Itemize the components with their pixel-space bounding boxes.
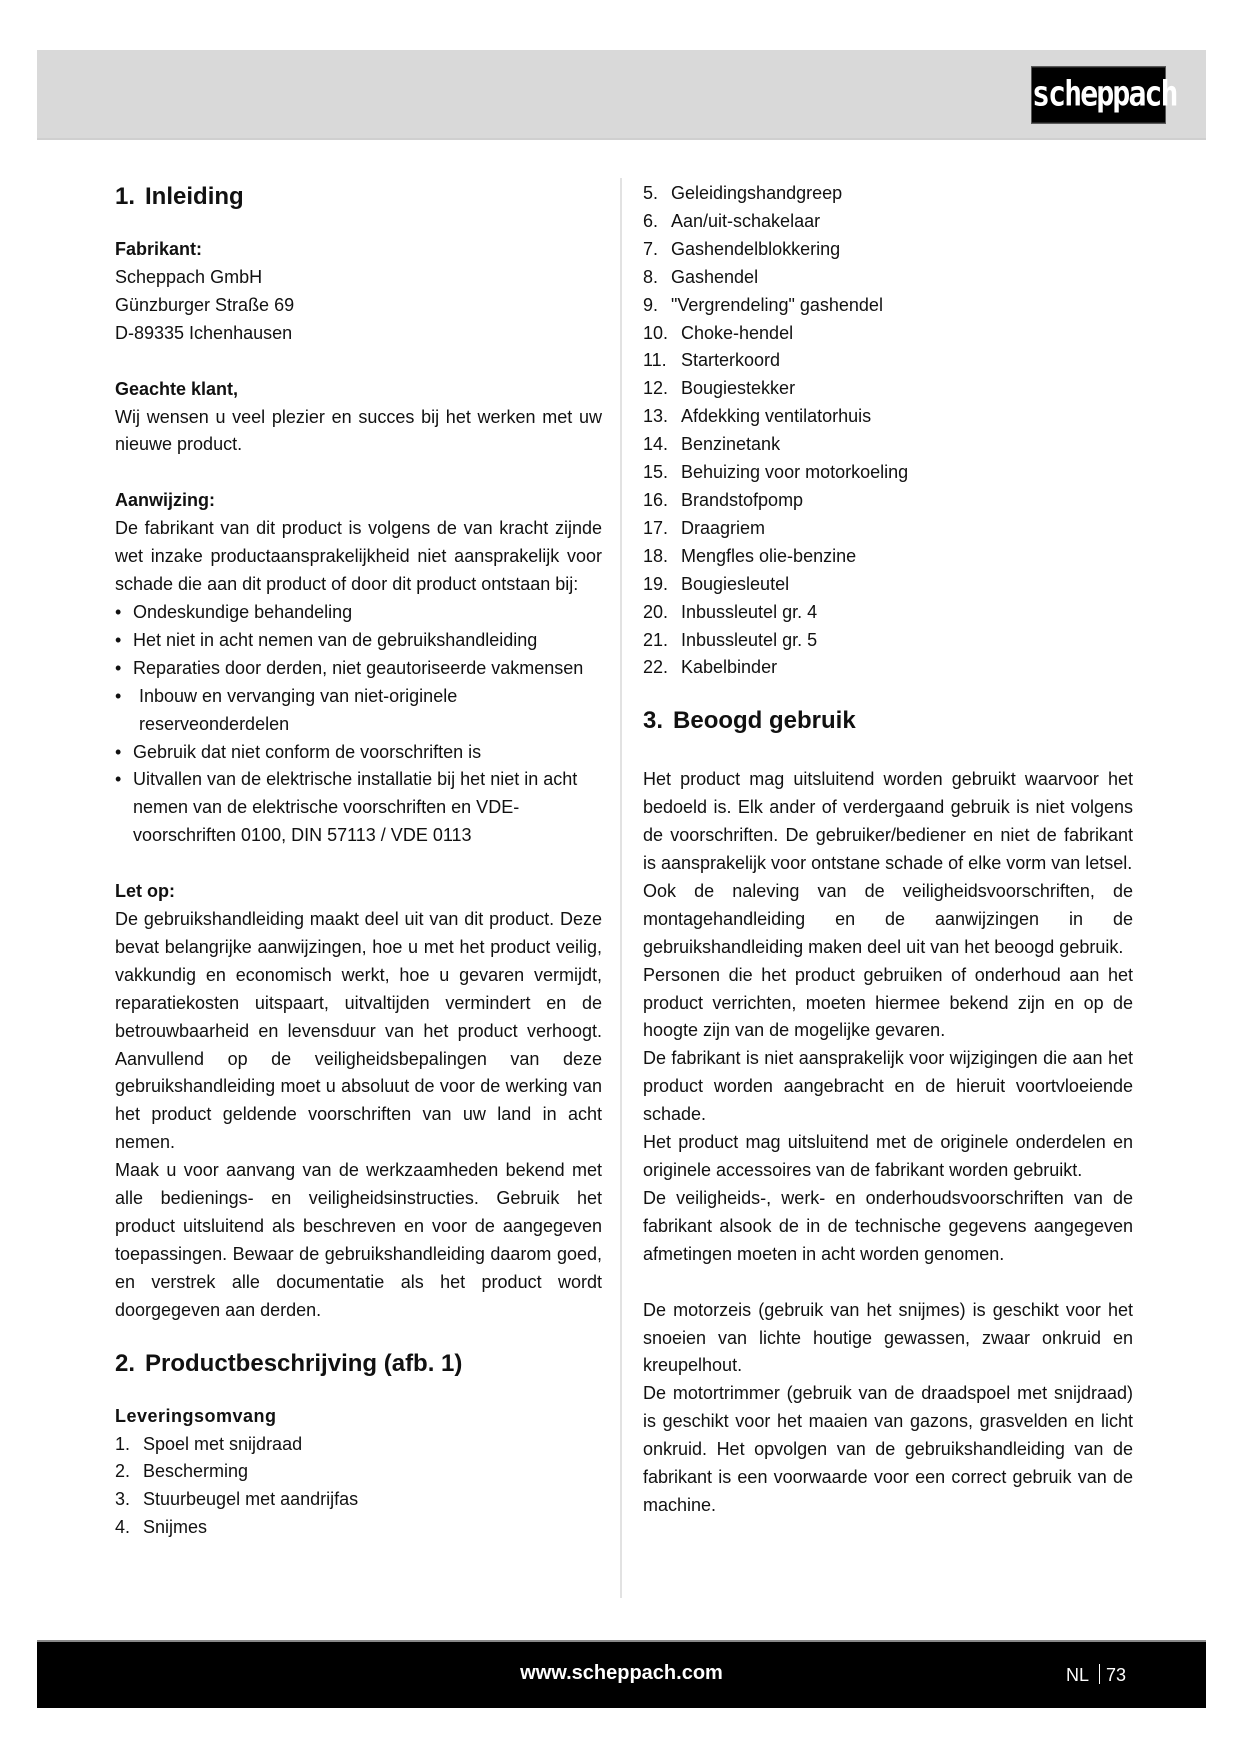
list-item: 15. Behuizing voor motorkoeling (643, 462, 909, 483)
page-indicator (1066, 1664, 1126, 1686)
list-item: • Gebruik dat niet conform de voorschriften is (115, 739, 602, 767)
left-column (115, 180, 602, 1542)
list-item: • Het niet in acht nemen van de gebruikshandleiding (115, 627, 602, 655)
scheppach-logo: scheppach (1031, 66, 1166, 124)
section-1-heading: 1. Inleiding (115, 183, 244, 210)
list-item: 6. Aan/uit-schakelaar (643, 210, 821, 231)
right-column (643, 180, 1133, 1520)
list-item: 1. Spoel met snijdraad (115, 1433, 303, 1454)
list-item: 19. Bougiesleutel (643, 573, 790, 594)
delivery-scope-label: Leveringsomvang (115, 1405, 277, 1426)
list-item: 13. Afdekking ventilatorhuis (643, 406, 872, 427)
manufacturer-name: Scheppach GmbH (115, 266, 263, 287)
delivery-scope-list (115, 1431, 602, 1543)
list-item: 21. Inbussleutel gr. 5 (643, 629, 818, 650)
list-item: 10. Choke-hendel (643, 322, 794, 343)
list-item: 11. Starterkoord (643, 350, 781, 371)
list-item: 7. Gashendelblokkering (643, 238, 841, 259)
section-3-heading: 3. Beoogd gebruik (643, 707, 856, 735)
list-item: 22. Kabelbinder (643, 657, 778, 678)
intended-use-paragraph: Het product mag uitsluitend met de originele onderdelen en originele accessoires van de fabrikant worden gebruikt. (643, 1132, 1133, 1180)
caution-text-2: Maak u voor aanvang van de werkzaamheden bekend met alle bedienings- en veiligheidsinstructies. Gebruik het product uitsluitend als beschreven en voor de aangegeven toepassingen. Bewaar de gebruikshandleiding daarom goed, en verstrek alle documentatie als het product wordt doorgegeven aan derden. (115, 1160, 602, 1320)
intended-use-paragraph: De veiligheids-, werk- en onderhoudsvoorschriften van de fabrikant alsook de in de technische gegevens aangegeven afmetingen moeten in acht worden genomen. (643, 1187, 1133, 1264)
note-label: Aanwijzing: (115, 490, 215, 511)
parts-list (643, 180, 1133, 682)
page-footer (37, 1640, 1206, 1708)
section-2-heading: 2. Productbeschrijving (afb. 1) (115, 1349, 463, 1377)
separator (1099, 1664, 1100, 1684)
list-item: 8. Gashendel (643, 266, 759, 287)
page-number: 73 (1105, 1665, 1126, 1685)
list-item: 20. Inbussleutel gr. 4 (643, 601, 818, 622)
intended-use-paragraph: De fabrikant is niet aansprakelijk voor wijzigingen die aan het product worden aangebracht en de hieruit voortvloeiende schade. (643, 1048, 1133, 1125)
list-item: 18. Mengfles olie-benzine (643, 545, 857, 566)
column-divider (620, 178, 622, 1598)
list-item: • Ondeskundige behandeling (115, 599, 602, 627)
list-item: 16. Brandstofpomp (643, 489, 804, 510)
liability-exclusions-list (115, 599, 602, 850)
list-item: • Reparaties door derden, niet geautoriseerde vakmensen (115, 655, 602, 683)
greeting-text: Wij wensen u veel plezier en succes bij het werken met uw nieuwe product. (115, 406, 602, 455)
intended-use-paragraph: De motortrimmer (gebruik van de draadspoel met snijdraad) is geschikt voor het maaien van gazons, grasvelden en licht onkruid. Het opvolgen van de gebruikshandleiding van de fabrikant is een voorwaarde voor een correct gebruik van de machine. (643, 1383, 1133, 1515)
note-text: De fabrikant van dit product is volgens de van kracht zijnde wet inzake productaansprakelijkheid niet aansprakelijk voor schade die aan dit product of door dit product ontstaan bij: (115, 518, 602, 595)
website-link[interactable]: www.scheppach.com (520, 1662, 723, 1684)
list-item: 2. Bescherming (115, 1461, 249, 1482)
list-item: 12. Bougiestekker (643, 378, 796, 399)
manufacturer-city: D-89335 Ichenhausen (115, 322, 293, 343)
intended-use-paragraph: Personen die het product gebruiken of onderhoud aan het product verrichten, moeten hiermee bekend zijn en op de hoogte zijn van de mogelijke gevaren. (643, 964, 1133, 1041)
list-item: • Inbouw en vervanging van niet-originele reserveonderdelen (115, 683, 602, 739)
list-item: 14. Benzinetank (643, 434, 781, 455)
manufacturer-street: Günzburger Straße 69 (115, 294, 295, 315)
list-item: 3. Stuurbeugel met aandrijfas (115, 1489, 359, 1510)
intended-use-paragraph: De motorzeis (gebruik van het snijmes) is geschikt voor het snoeien van lichte houtige gewassen, zwaar onkruid en kreupelhout. (643, 1299, 1133, 1376)
caution-label: Let op: (115, 881, 175, 902)
list-item: 4. Snijmes (115, 1517, 208, 1538)
intended-use-paragraph: Het product mag uitsluitend worden gebruikt waarvoor het bedoeld is. Elk ander of verdergaand gebruik is niet volgens de voorschriften. De gebruiker/bediener en niet de fabrikant is aansprakelijk voor ontstane schade of elke vorm van letsel. (643, 769, 1133, 874)
caution-text-1: De gebruikshandleiding maakt deel uit van dit product. Deze bevat belangrijke aanwijzingen, hoe u met het product veilig, vakkundig en economisch werkt, hoe u gevaren vermijdt, reparatiekosten uitspaart, uitvaltijden vermindert en de betrouwbaarheid en levensduur van het product verhoogt. Aanvullend op de veiligheidsbepalingen van deze gebruikshandleiding moet u absoluut de voor de werking van het product geldende voorschriften van uw land in acht nemen. (115, 909, 602, 1153)
greeting-label: Geachte klant, (115, 378, 239, 399)
list-item: 5. Geleidingshandgreep (643, 183, 843, 203)
language-code: NL (1065, 1665, 1089, 1685)
page-header (37, 50, 1206, 140)
list-item: 17. Draagriem (643, 517, 766, 538)
manufacturer-label: Fabrikant: (115, 239, 203, 259)
list-item: 9. "Vergrendeling" gashendel (643, 294, 883, 315)
intended-use-paragraph: Ook de naleving van de veiligheidsvoorschriften, de montagehandleiding en de aanwijzingen in de gebruikshandleiding maken deel uit van het beoogd gebruik. (643, 880, 1133, 957)
list-item: • Uitvallen van de elektrische installatie bij het niet in acht nemen van de elektrische voorschriften en VDE-voorschriften 0100, DIN 57113 / VDE 0113 (115, 766, 602, 850)
